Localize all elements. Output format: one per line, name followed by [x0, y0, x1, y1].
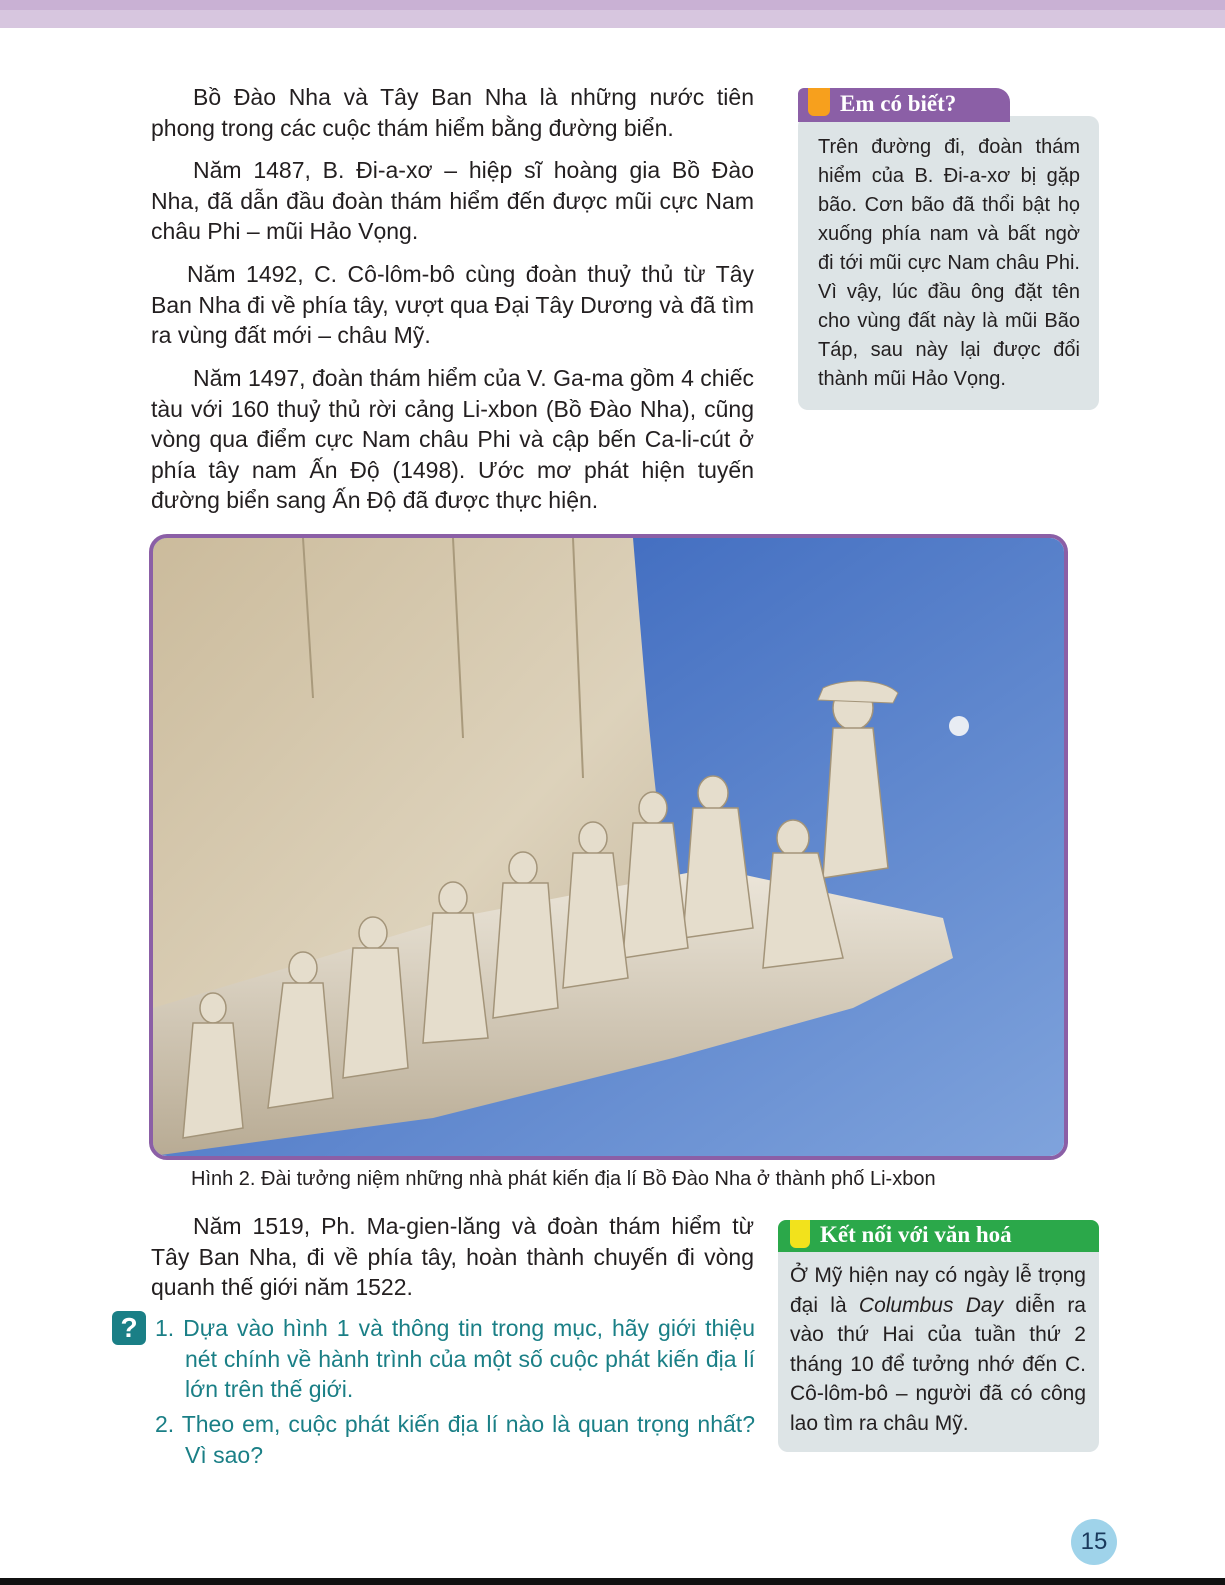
culture-text-part: Ở Mỹ hiện nay có ngày lễ trọng đại là — [790, 1264, 1086, 1317]
figure-caption: Hình 2. Đài tưởng niệm những nhà phát kiến địa lí Bồ Đào Nha ở thành phố Li-xbon — [191, 1168, 936, 1190]
bottom-rule — [0, 1578, 1225, 1585]
top-banner-stripe — [0, 0, 1225, 10]
did-you-know-title: Em có biết? — [840, 91, 957, 116]
paragraph-magellan: Năm 1519, Ph. Ma-gien-lăng và đoàn thám hiểm từ Tây Ban Nha, đi về phía tây, hoàn thành chuyến đi vòng quanh thế giới năm 1522. — [151, 1213, 754, 1300]
question-2: 2. Theo em, cuộc phát kiến địa lí nào là quan trọng nhất? Vì sao? — [155, 1411, 755, 1468]
monument-illustration — [153, 538, 1064, 1156]
question-icon: ? — [112, 1311, 146, 1345]
did-you-know-text: Trên đường đi, đoàn thám hiểm của B. Đi-a-xơ bị gặp bão. Cơn bão đã thổi bật họ xuống phía nam và bất ngờ đi tới mũi cực Nam châu Phi. Vì vậy, lúc đầu ông đặt tên cho vùng đất này là mũi Bão Táp, sau này lại được đổi thành mũi Hảo Vọng. — [818, 136, 1080, 390]
culture-title: Kết nối với văn hoá — [820, 1222, 1012, 1247]
paragraph-gama: Năm 1497, đoàn thám hiểm của V. Ga-ma gồm 4 chiếc tàu với 160 thuỷ thủ rời cảng Li-xbon (Bồ Đào Nha), cũng vòng qua điểm cực Nam châu Phi và cập bến Ca-li-cút ở phía tây nam Ấn Độ (1498). Ước mơ phát hiện tuyến đường biển sang Ấn Độ đã được thực hiện. — [151, 365, 754, 513]
paragraph-columbus: Năm 1492, C. Cô-lôm-bô cùng đoàn thuỷ thủ từ Tây Ban Nha đi về phía tây, vượt qua Đại Tây Dương và đã tìm ra vùng đất mới – châu Mỹ. — [151, 261, 754, 348]
culture-text-italic: Columbus Day — [858, 1293, 1004, 1317]
bookmark-icon — [808, 88, 830, 116]
paragraph-intro: Bồ Đào Nha và Tây Ban Nha là những nước tiên phong trong các cuộc thám hiểm bằng đường biển. — [151, 84, 754, 141]
moon — [949, 716, 969, 736]
culture-text-part: diễn ra vào thứ Hai của tuần thứ 2 tháng 10 để tưởng nhớ đến C. Cô-lôm-bô – người đã có công lao tìm ra châu Mỹ. — [790, 1293, 1086, 1435]
bookmark-icon — [790, 1220, 810, 1248]
monument-photo — [149, 534, 1068, 1160]
page-number: 15 — [1071, 1519, 1117, 1565]
culture-text — [790, 1261, 1086, 1438]
question-1: 1. Dựa vào hình 1 và thông tin trong mục, hãy giới thiệu nét chính về hành trình của một số cuộc phát kiến địa lí lớn trên thế giới. — [155, 1315, 755, 1402]
paragraph-dias: Năm 1487, B. Đi-a-xơ – hiệp sĩ hoàng gia Bồ Đào Nha, đã dẫn đầu đoàn thám hiểm đến được mũi cực Nam châu Phi – mũi Hảo Vọng. — [151, 157, 754, 244]
